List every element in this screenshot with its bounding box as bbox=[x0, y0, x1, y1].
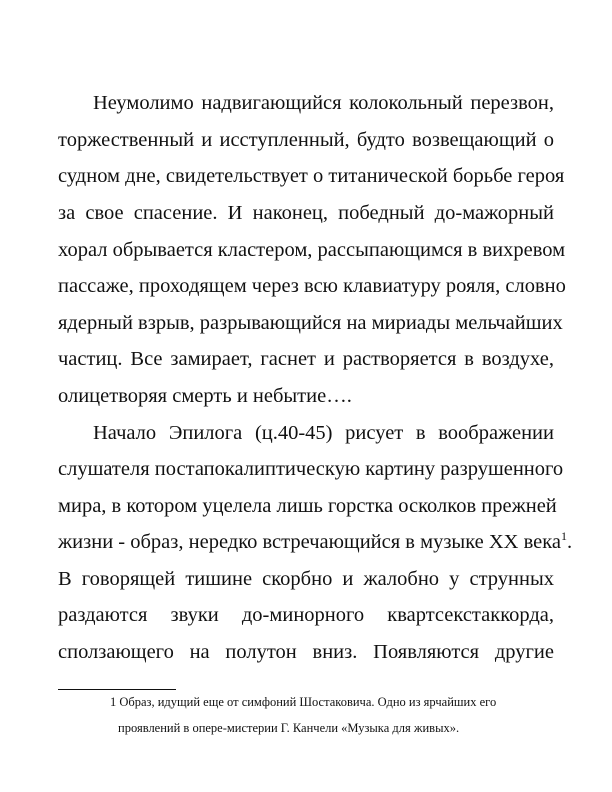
text-line bbox=[58, 527, 573, 557]
footnote-text: проявлений в опере-мистерии Г. Канчели «Музыка для живых». bbox=[118, 721, 460, 735]
text-line: судном дне, свидетельствует о титанической борьбе героя bbox=[58, 165, 565, 187]
text-line: сползающего на полутон вниз. Появляются другие bbox=[58, 641, 554, 663]
text-line: ядерный взрыв, разрывающийся на мириады мельчайших bbox=[58, 312, 563, 334]
text-line: мира, в котором уцелела лишь горстка осколков прежней bbox=[58, 495, 557, 517]
text-line: частиц. Все замирает, гаснет и растворяется в воздухе, bbox=[58, 348, 554, 370]
text-line: В говорящей тишине скорбно и жалобно у струнных bbox=[58, 568, 554, 590]
text-fragment: жизни - образ, нередко встречающийся в музыке XX века bbox=[58, 531, 562, 553]
text-line: Начало Эпилога (ц.40-45) рисует в воображении bbox=[93, 422, 554, 444]
footnote-divider bbox=[58, 689, 176, 690]
text-line: олицетворяя смерть и небытие…. bbox=[58, 385, 352, 407]
text-line: за свое спасение. И наконец, победный до-мажорный bbox=[58, 202, 554, 224]
footnote-text: 1 Образ, идущий еще от симфоний Шостаковича. Одно из ярчайших его bbox=[110, 695, 497, 709]
text-line: пассаже, проходящем через всю клавиатуру рояля, словно bbox=[58, 275, 566, 297]
text-fragment: . bbox=[567, 531, 573, 553]
text-line: раздаются звуки до-минорного квартсекстаккорда, bbox=[58, 604, 554, 626]
text-line: слушателя постапокалиптическую картину разрушенного bbox=[58, 458, 564, 480]
footnote-ref[interactable]: 1 bbox=[561, 529, 568, 544]
text-line: торжественный и исступленный, будто возвещающий о bbox=[58, 129, 554, 151]
text-line: хорал обрывается кластером, рассыпающимся в вихревом bbox=[58, 239, 566, 261]
text-line: Неумолимо надвигающийся колокольный перезвон, bbox=[93, 92, 554, 114]
